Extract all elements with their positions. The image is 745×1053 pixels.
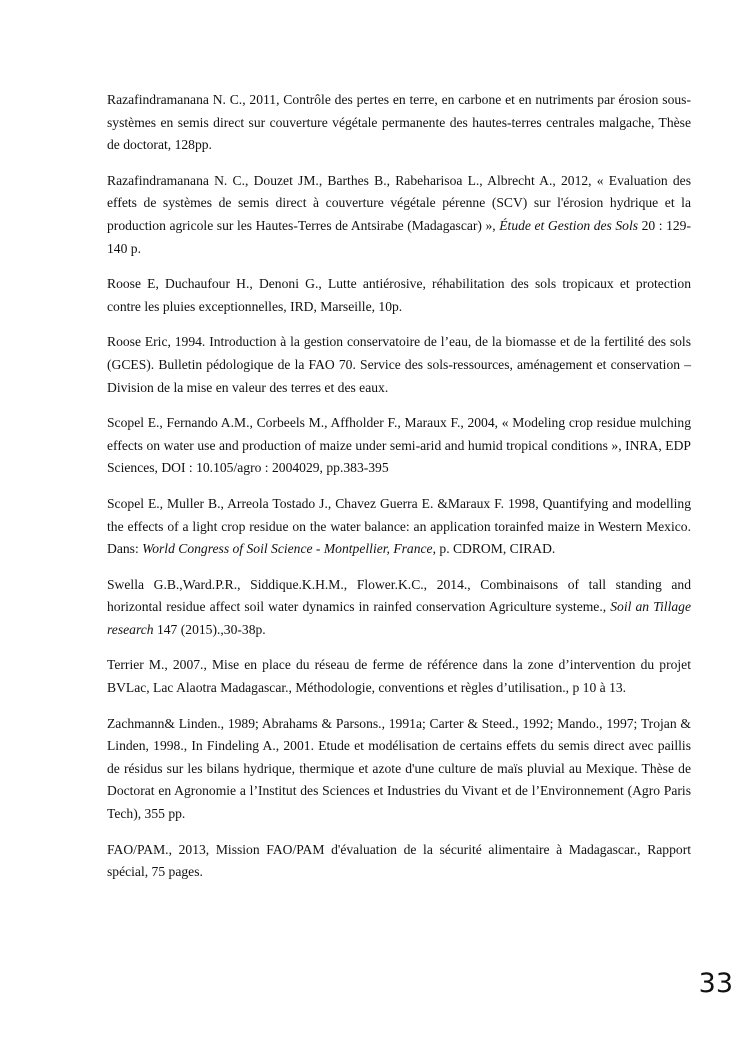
reference-text: 147 (2015).,30-38p.	[153, 621, 266, 637]
reference-text: Scopel E., Fernando A.M., Corbeels M., Affholder F., Maraux F., 2004, « Modeling crop residue mulching effects on water use and production of maize under semi-arid and humid tropical conditions », INRA, EDP Sciences, DOI : 10.105/agro : 2004029, pp.383-395	[107, 415, 691, 476]
page-number: 33	[698, 968, 733, 999]
reference-entry	[107, 493, 691, 561]
reference-source-title: Soil an Tillage research	[107, 599, 691, 637]
reference-entry	[107, 412, 691, 480]
reference-entry	[107, 89, 691, 157]
reference-text: Razafindramanana N. C., 2011, Contrôle des pertes en terre, en carbone et en nutriments par érosion sous-systèmes en semis direct sur couverture végétale permanente des hautes-terres centrales malgache, Thèse de doctorat, 128pp.	[107, 92, 691, 153]
reference-source-title: World Congress of Soil Science - Montpellier, France	[142, 541, 433, 557]
reference-entry	[107, 331, 691, 399]
reference-text: Terrier M., 2007., Mise en place du réseau de ferme de référence dans la zone d’intervention du projet BVLac, Lac Alaotra Madagascar., Méthodologie, conventions et règles d’utilisation., p 10 à 13.	[107, 657, 691, 696]
reference-entry	[107, 713, 691, 826]
reference-text: 20 : 129-140 p.	[107, 217, 692, 256]
reference-entry	[107, 839, 691, 884]
reference-text: , p. CDROM, CIRAD.	[432, 541, 556, 557]
reference-entry	[107, 273, 691, 318]
reference-entry	[107, 170, 691, 260]
reference-text: Zachmann& Linden., 1989; Abrahams & Parsons., 1991a; Carter & Steed., 1992; Mando., 1997; Trojan & Linden, 1998., In Findeling A., 2001. Etude et modélisation de certains effets du semis direct avec paillis de résidus sur les bilans hydrique, thermique et azote d'une culture de maïs pluvial au Mexique. Thèse de Doctorat en Agronomie a l’Institut des Sciences et Industries du Vivant et de l’Environnement (Agro Paris Tech), 355 pp.	[107, 715, 691, 822]
reference-entry	[107, 654, 691, 699]
reference-source-title: Étude et Gestion des Sols	[499, 217, 639, 233]
reference-text: Scopel E., Muller B., Arreola Tostado J., Chavez Guerra E. &Maraux F. 1998, Quantifying and modelling the effects of a light crop residue on the water balance: an application torainfed maize in Western Mexico. Dans:	[107, 495, 691, 557]
reference-text: Swella G.B.,Ward.P.R., Siddique.K.H.M., Flower.K.C., 2014., Combinaisons of tall standing and horizontal residue affect soil water dynamics in rainfed conservation Agriculture systeme.,	[107, 576, 691, 615]
reference-text: Razafindramanana N. C., Douzet JM., Barthes B., Rabeharisoa L., Albrecht A., 2012, « Evaluation des effets de systèmes de semis direct à couverture végétale pérenne (SCV) sur l'érosion hydrique et la production agricole sur les Hautes-Terres de Antsirabe (Madagascar) »,	[107, 172, 691, 233]
reference-text: Roose Eric, 1994. Introduction à la gestion conservatoire de l’eau, de la biomasse et de la fertilité des sols (GCES). Bulletin pédologique de la FAO 70. Service des sols-ressources, aménagement et conservation – Division de la mise en valeur des terres et des eaux.	[107, 334, 691, 395]
reference-text: Roose E, Duchaufour H., Denoni G., Lutte antiérosive, réhabilitation des sols tropicaux et protection contre les pluies exceptionnelles, IRD, Marseille, 10p.	[107, 276, 691, 314]
reference-list	[107, 89, 691, 897]
reference-entry	[107, 574, 691, 642]
reference-text: FAO/PAM., 2013, Mission FAO/PAM d'évaluation de la sécurité alimentaire à Madagascar., Rapport spécial, 75 pages.	[107, 841, 691, 880]
